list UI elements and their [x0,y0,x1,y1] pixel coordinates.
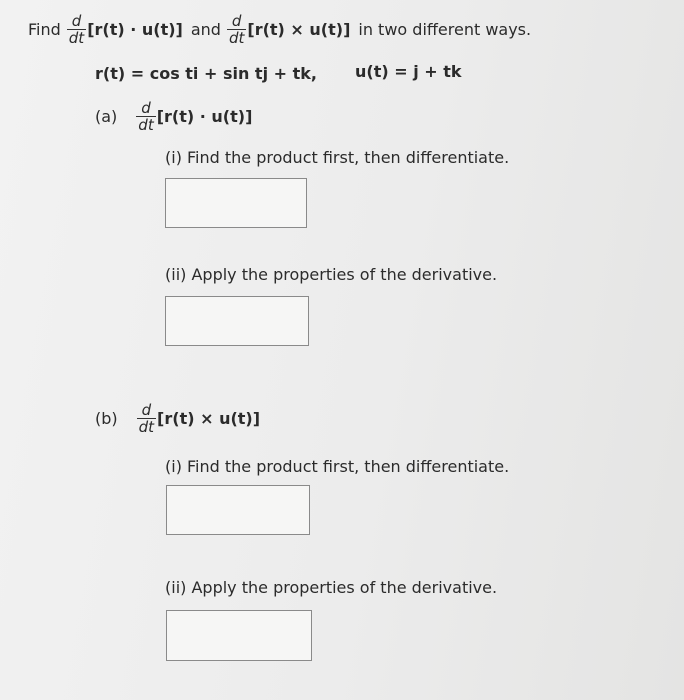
part-b-label: (b) [95,409,118,428]
find-word: Find [28,20,61,39]
dot-product-expression: [r(t) · u(t)] [87,20,183,39]
derivative-operator: $\frac{d}{dt}$ [68,12,85,47]
r-definition: r(t) = cos ti + sin tj + tk, [95,64,317,83]
part-b-i-instruction: (i) Find the product first, then differentiate. [165,457,510,476]
part-b-header [95,402,260,435]
part-a-ii-answer-box[interactable] [165,296,309,346]
part-b-ii-instruction: (ii) Apply the properties of the derivative. [165,578,498,597]
part-a-expression: [r(t) · u(t)] [156,107,253,126]
problem-statement [28,13,531,46]
and-word: and [190,20,221,39]
part-b-i-answer-box[interactable] [166,485,310,535]
part-a-ii-instruction: (ii) Apply the properties of the derivative. [165,265,498,284]
problem-tail: in two different ways. [358,20,532,39]
part-b-ii-answer-box[interactable] [166,610,312,661]
u-definition: u(t) = j + tk [355,62,462,81]
derivative-operator: $\frac{d}{dt}$ [228,12,245,47]
part-a-label: (a) [95,107,118,126]
part-b-expression: [r(t) × u(t)] [157,409,261,428]
derivative-operator: $\frac{d}{dt}$ [138,99,154,134]
part-a-header [95,100,252,133]
derivative-operator: $\frac{d}{dt}$ [138,401,155,436]
cross-product-expression: [r(t) × u(t)] [247,20,351,39]
part-a-i-instruction: (i) Find the product first, then differentiate. [165,148,510,167]
part-a-i-answer-box[interactable] [165,178,307,228]
